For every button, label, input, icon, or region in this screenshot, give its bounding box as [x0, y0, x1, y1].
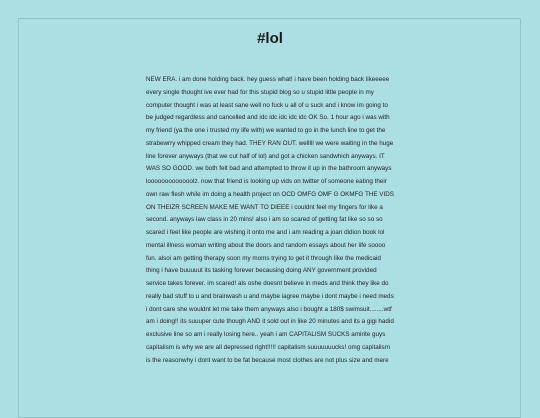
post-title: #lol — [257, 30, 283, 47]
post-body: NEW ERA. i am done holding back. hey guess what! i have been holding back likeeeee every single thought ive ever had for this stupid blog so u stupid little people in my computer thought i was at least sane well no fuck u all of u suck and i know im going to be judged regardless and cancelled and idc idc idc idc idc OK So. 1 hour ago i was with my friend (ya the one i trusted my life with) we wanted to go in the lunch line to get the strabewrry whipped cream they had. THEY RAN OUT. welllll we were waiting in the huge line forever anyways (that we cut half of lol) and got a chicken sandwhich anyways. IT WAS SO GOOD. we both felt bad and attempted to throw it up in the bathroom anyways looooooooooooolz. now that friend is looking up vids on twitter of someone eating their own raw flesh while im doing a health project on OCD OMFG OMF G OKMFG THE VIDS ON THEIZR SCREEN MAKE ME WANT TO DIEEE i couldnt feel my fingers for like a second. anyways law class in 20 mins! also i am so scared of getting fat like so so so scared i feel like people are wishing it onto me and i am reading a joan didion book lol mental illness woman writing about the doors and random essays about her life soooo fun. alsoi am getting therapy soon my moms trying to get it through like the medicaid thing i have buuuuut its tasking forever becausing doing ANY government provided service takes forever. im scared! als oshe doesnt believe in meds and think they like do really bad stuff to u and brainwash u and maybe iagree maybe i dont maybe i need meds i dont care she wouldnt let me take them anyways also i bought a 180$ swimsuit........wtf am i doing!! its suuuper cute though AND it sold out in like 20 minutes and its a gigi hadid exclusive line so am i really losing here.. yeah i am CAPITALISM SUCKS amirite guys capitalism is why we are all depressed right!!!!! capitalism suuuuuuucks! omg capitalism is the reasonwhy i dont want to be fat because most clothes are not plus size and mere — [146, 76, 394, 364]
